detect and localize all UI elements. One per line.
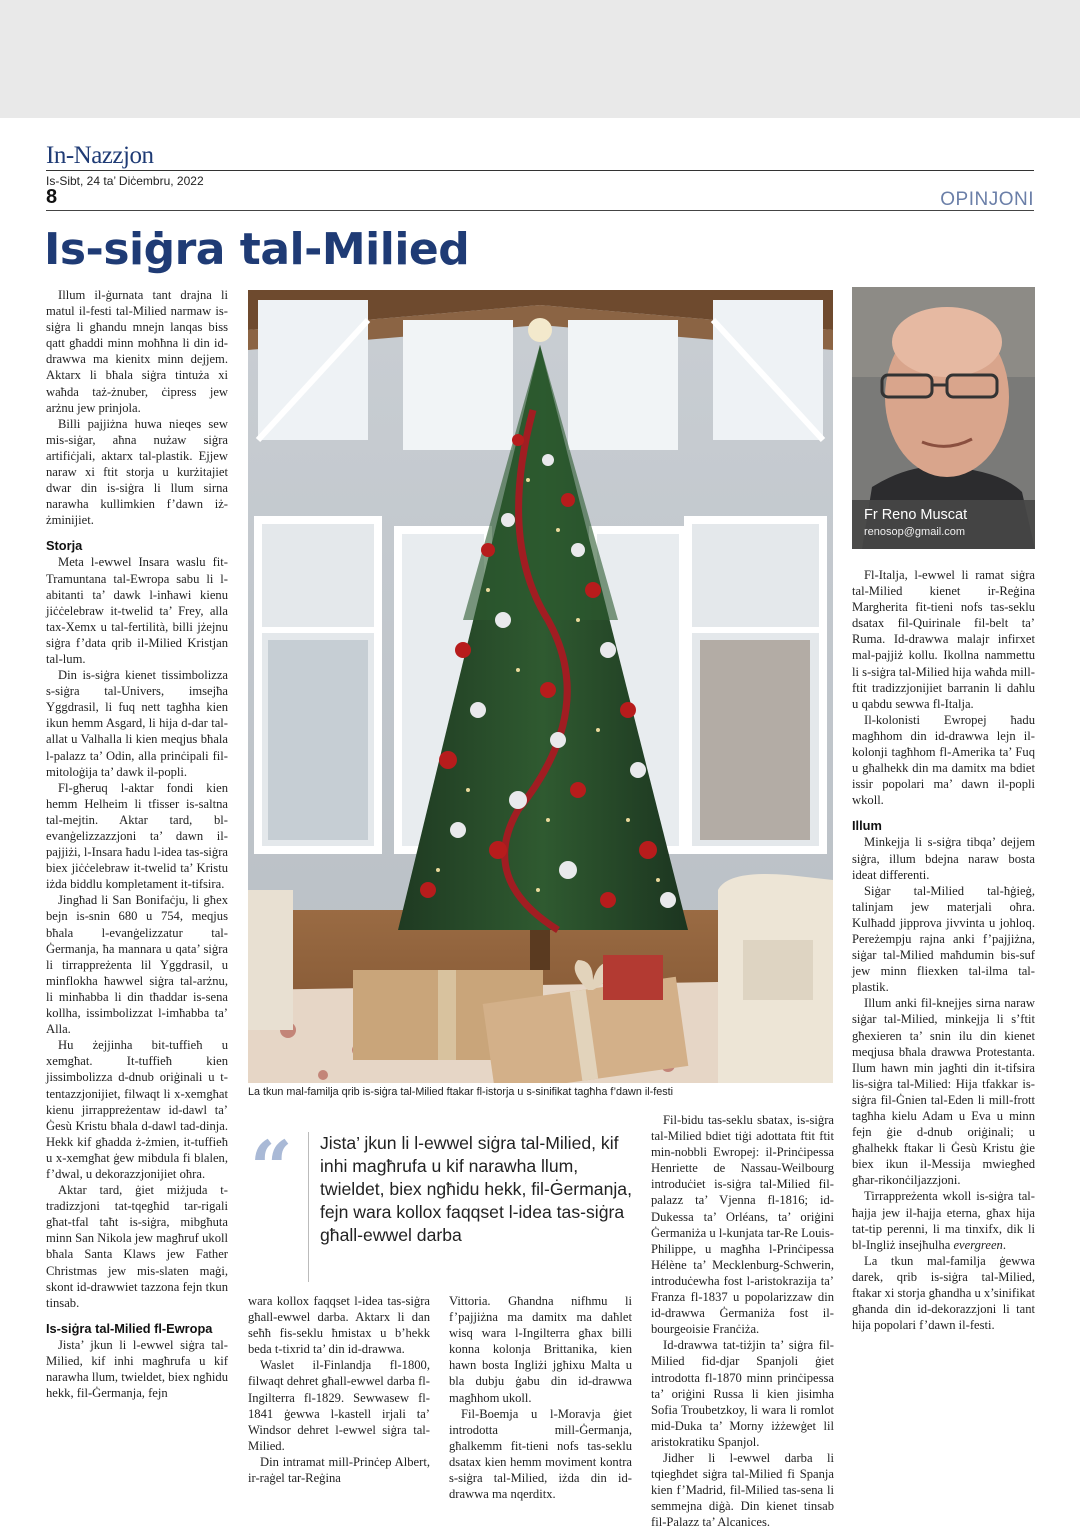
paragraph: Il-kolonisti Ewropej ħadu magħhom din id-drawwa lejn il-kolonji tagħhom fl-Amerika ta’ Fuq u għalhekk din ma damitx ma bdiet issir popolari ma’ dawn il-popli wkoll. [852,712,1035,808]
paragraph: Illum anki fil-knejjes sirna naraw siġar tal-Milied, minkejja li s’ftit għexieren ta’ snin ilu din kienet meqjusa bħala drawwa Protestanta. Ilum hawn min jagħti din it-tifsira lis-siġra tal-Milied: Hija tfakkar is-siġra fil-Ġnien tal-Eden li mill-frott tagħha kielu Adam u Eva u minn fejn ġie d-dnub oriġinali; u għalhekk ftakar li Ġesù Kristu ġie biex ikun il-Messija mwiegħed għar-rikonċiljazzjoni. [852,996,1035,1188]
subheading-ewropa: Is-siġra tal-Milied fl-Ewropa [46,1320,213,1336]
paragraph: Din is-siġra kienet tissimbolizza s-siġra tal-Univers, imsejħa Yggdrasil, li fuq nett tagħha kien ikun hemm Asgard, li hija d-dar tal-allat u Valhalla li kien meqjus bħala l-palazz ta’ Odin, alla prinċipali fil-mitoloġija ta’ dawk il-popli. [46,668,228,779]
paragraph: Vittoria. Għandna nifhmu li f’pajjiżna ma damitx ma daħlet wisq wara l-Ingilterra għax billi konna kolonja Brittanika, kien hawn bosta Ingliżi jgħixu Malta u bla dubju ġabu din id-drawwa magħhom ukoll. [449,1294,632,1405]
subheading-storja: Storja [46,538,83,554]
paragraph: Hu żejjinha bit-tuffieħ u xemgħat. It-tuffieħ kien jissimbolizza d-dnub oriġinali u t-tentazzjonijiet, filwaqt li x-xemgħat kienu jirrappreżentaw id-dawl ta’ Ġesù Kristu bħala d-dawl tad-dinja. Hekk kif għadda ż-żmien, it-tuffieħ u x-xemgħat ġew mibdula fi blalen, f’dwal, u dekorazzjonijiet oħra. [46,1038,228,1181]
paragraph: Minkejja li s-siġra tibqa’ dejjem siġra, illum bdejna naraw bosta ideat differenti. [852,835,1035,882]
paragraph: Din intramat mill-Prinċep Albert, ir-raġel tar-Reġina [248,1454,430,1486]
masthead-rule [46,170,1034,171]
pull-quote-rule [308,1132,309,1282]
top-margin-band [0,0,1080,118]
paragraph: Illum il-ġurnata tant drajna li matul il-festi tal-Milied narmaw is-siġra li għandu mnejn lanqas biss qatt għaddi minn moħħna li din id-drawwa ma kienitx minn dejjem. Aktarx li bħala siġra tintuża xi waħda taż-żnuber, ċipress jew arżnu jew prinjola. [46,288,228,415]
paragraph: Jista’ jkun li l-ewwel siġra tal-Milied, kif inhi magħrufa u kif narawha llum, twieldet, biex ngħidu hekk, fil-Ġermanja, fejn [46,1337,228,1401]
photo-caption: La tkun mal-familja qrib is-siġra tal-Milied ftakar fl-istorja u s-sinifikat tagħha f’dawn il-festi [248,1086,674,1098]
article-headline: Is-siġra tal-Milied [44,224,470,275]
paragraph: Billi pajjiżna huwa nieqes sew mis-siġar, aħna nużaw siġra artifiċjali, aktarx tal-plastik. Ejjew naraw xi ftit storja u kurżitajiet dwar din is-siġra li llum sirna narawha kullimkien f’dawn iż-żminijiet. [46,416,228,528]
paragraph: Meta l-ewwel Insara waslu fit-Tramuntana tal-Ewropa sabu li l-abitanti ta’ dawk l-inħawi kienu jiċċelebraw it-twelid ta’ Frey, alla tax-Xemx u tal-fertilità, billi jżejnu siġra f’data qrib il-Milied Kristjan tal-lum. [46,555,228,666]
paragraph: Fl-Italja, l-ewwel li ramat siġra tal-Milied kienet ir-Reġina Margherita fit-tieni nofs tas-seklu dsatax fil-Quirinale fil-belt ta’ Ruma. Id-drawwa malajr infirxet mal-pajjiż kollu. Ikollna nammettu li s-siġra tal-Milied hija waħda mill-ftit tradizzjonijiet barranin li daħlu u qabdu sewwa fl-Italja. [852,568,1035,711]
issue-date: Is-Sibt, 24 ta’ Diċembru, 2022 [46,174,204,188]
author-name: Fr Reno Muscat [864,507,968,523]
paragraph: Id-drawwa tat-tiżjin ta’ siġra fil-Milied fid-djar Spanjoli ġiet introdotta fl-1870 minn prinċipessa ta’ oriġini Russa li kien jisimha Sofia Troubetzkoy, li wara li romlot mid-Duka ta’ Morny iżżewġet lil aristokratiku Spanjol. [651,1338,834,1449]
paragraph: wara kollox faqqset l-idea tas-siġra għall-ewwel darba. Aktarx li dan seħħ fis-seklu ħmistax u b’hekk beda t-tixrid ta’ din id-drawwa. [248,1294,430,1357]
article-column-3 [449,1293,632,1513]
quote-mark-icon: “ [250,1126,293,1212]
article-column-3b [651,1112,834,1530]
paragraph: Jingħad li San Bonifaċju, li għex bejn is-snin 680 u 754, meqjus bħala l-evanġelizzatur tal-Ġermanja, ħa mannara u qata’ siġra li tirrappreżenta lil Yggdrasil, u minflokha ħawwel siġra tal-arżnu, li minħabba li din tħaddar is-sena kollha, issimbolizzat l-imħabba ta’ Alla. [46,893,228,1037]
author-email: renosop@gmail.com [864,526,966,538]
text-span: Tirrappreżenta wkoll is-siġra tal-ħajja jew il-ħajja eterna, għax hija tat-tip perenni, li ma tinxifx, dik li bl-Ingliż insejħulha [852,1189,1035,1252]
page-number: 8 [46,186,58,208]
pull-quote-text: Jista’ jkun li l-ewwel siġra tal-Milied, kif inhi magħrufa u kif narawha llum, twieldet, biex ngħidu hekk, fil-Ġermanja, fejn wara kollox faqqset l-idea tas-siġra għall-ewwel darba [320,1133,632,1245]
subheading-illum: Illum [852,818,882,834]
paragraph: Waslet il-Finlandja fl-1800, filwaqt dehret għall-ewwel darba fl-Ingilterra fl-1829. Sewwasew fl-1841 ġewwa l-kastell irjali ta’ Windsor dehret l-ewwel siġra tal-Milied. [248,1358,430,1453]
paragraph: Fil-bidu tas-seklu sbatax, is-siġra tal-Milied bdiet tiġi adottata ftit ftit min-nobbli Ewropej: il-Prinċipessa Henriette de Nassau-Weilbourg introduċiet is-siġra tal-Milied fil-palazz ta’ Vjenna fl-1816; id-Dukessa ta’ Orléans, ta’ oriġini Ġermaniża u l-kunjata tar-Re Louis-Philippe, u magħha l-Prinċipessa Hélène ta’ Mecklenburg-Schwerin, introduċewha fost l-aristokrazija ta’ Franza fl-1837 u popolarizzaw din id-drawwa Ġermaniża fost il-bourgeoisie Franċiża. [651,1113,834,1337]
newspaper-masthead: In-Nazzjon [46,142,154,169]
italic-term: evergreen [953,1237,1003,1252]
article-column-2 [248,1293,430,1513]
pull-quote [248,1112,632,1282]
article-column-1 [46,287,228,1513]
article-column-4 [852,567,1035,1513]
paragraph: Aktar tard, ġiet miżjuda t-tradizzjoni tat-tqegħid tar-rigali għat-tfal taħt is-siġra, mibgħuta minn San Nikola jew magħruf ukoll bħala Santa Klaws jew Father Christmas jew mis-slaten maġi, skont id-drawwiet tazzona fejn tkun tinsab. [46,1183,228,1310]
author-portrait [852,287,1035,549]
paragraph: Siġar tal-Milied tal-ħġieġ, talinjam jew materjali oħra. Kulħadd jipprova jivvinta u johloq. Pereżempju rajna anki f’pajjiżna, siġar tal-Milied maħdumin bis-suf jew minn fliexken tal-ilma tal-plastik. [852,883,1035,995]
christmas-tree-photo [248,290,833,1083]
paragraph: La tkun mal-familja ġewwa darek, qrib is-siġra tal-Milied, ftakar xi storja għandha u x’sinifikat għanda din id-dekorazzjoni li tant hija popolari f’dawn il-festi. [852,1253,1035,1333]
paragraph: Jidher li l-ewwel darba li tqiegħdet siġra tal-Milied fi Spanja kien f’Madrid, fil-Milied tas-sena li semmejna diġà. Din kienet tinsab fil-Palazz ta’ Alcanices. [651,1450,834,1530]
paragraph: Fl-għeruq l-aktar fondi kien hemm Helheim li tfisser is-saltna tal-mejtin. Aktar tard, bl-evanġelizzazzjoni ta’ dawn il-pajjiżi, l-Insara ħadu l-idea tas-siġra biex jiċċelebraw it-twelid ta’ Kristu iżda biddlu kompletament it-tifsira. [46,780,228,892]
section-rule [46,210,1034,211]
paragraph: Fil-Boemja u l-Moravja ġiet introdotta mill-Ġermanja, għalkemm fit-tieni nofs tas-seklu dsatax kien hemm moviment kontra s-siġra tal-Milied, iżda din id-drawwa ma nqerditx. [449,1406,632,1502]
section-label: OPINJONI [940,189,1034,210]
paragraph: Tirrappreżenta wkoll is-siġra tal-ħajja jew il-ħajja eterna, għax hija tat-tip perenni, li ma tinxifx, dik li bl-Ingliż insejħulha evergreen. [852,1189,1035,1252]
